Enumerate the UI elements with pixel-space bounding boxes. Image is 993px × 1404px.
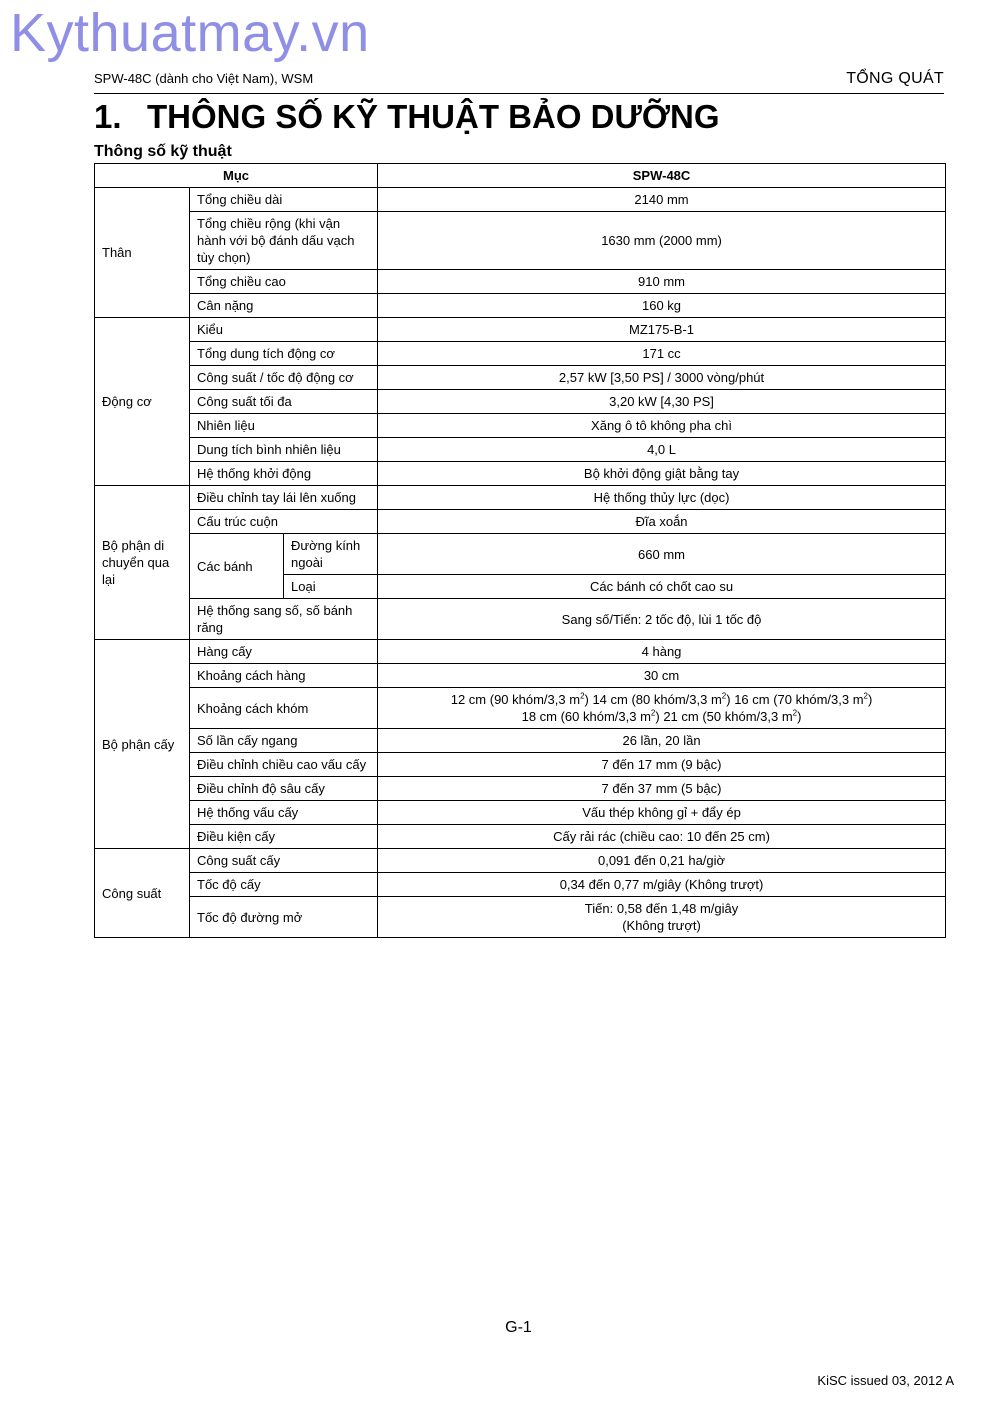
table-row [95, 753, 946, 777]
row-value: Bộ khởi động giật bằng tay [378, 462, 946, 486]
table-header-row [95, 164, 946, 188]
row-value: 160 kg [378, 294, 946, 318]
row-label: Dung tích bình nhiên liệu [190, 438, 378, 462]
row-label: Tổng chiều cao [190, 270, 378, 294]
row-label: Điều chỉnh độ sâu cấy [190, 777, 378, 801]
table-row [95, 390, 946, 414]
row-value: 910 mm [378, 270, 946, 294]
row-value [378, 897, 946, 938]
row-value-line: (Không trượt) [622, 918, 701, 933]
row-value: 12 cm (90 khóm/3,3 $m^2$) 14 cm (80 khóm/3,3 $m^2$) 16 cm (70 khóm/3,3 $m^2$) 18 cm (60 khóm/3,3 $m^2$) 21 cm (50 khóm/3,3 $m^2$) [378, 688, 946, 729]
row-label: Loại [284, 575, 378, 599]
table-row [95, 188, 946, 212]
group-label: Bộ phận cấy [95, 640, 190, 849]
table-row [95, 270, 946, 294]
table-row [95, 825, 946, 849]
row-label: Cân nặng [190, 294, 378, 318]
table-row [95, 664, 946, 688]
table-row [95, 438, 946, 462]
row-value: 4 hàng [378, 640, 946, 664]
row-value: Xăng ô tô không pha chì [378, 414, 946, 438]
row-label: Điều kiện cấy [190, 825, 378, 849]
subgroup-label: Các bánh [190, 534, 284, 599]
row-value: 3,20 kW [4,30 PS] [378, 390, 946, 414]
row-label: Nhiên liệu [190, 414, 378, 438]
row-value: Vấu thép không gỉ + đẩy ép [378, 801, 946, 825]
table-row [95, 873, 946, 897]
row-value: 2140 mm [378, 188, 946, 212]
table-row [95, 777, 946, 801]
table-row [95, 462, 946, 486]
page-title [94, 98, 720, 136]
title-text: THÔNG SỐ KỸ THUẬT BẢO DƯỠNG [147, 98, 720, 135]
row-value: 1630 mm (2000 mm) [378, 212, 946, 270]
row-value: 26 lần, 20 lần [378, 729, 946, 753]
table-row [95, 486, 946, 510]
table-row [95, 318, 946, 342]
row-label: Hàng cấy [190, 640, 378, 664]
row-value-line: Tiến: 0,58 đến 1,48 m/giây [584, 901, 739, 916]
row-label: Kiểu [190, 318, 378, 342]
table-row [95, 414, 946, 438]
row-value: 4,0 L [378, 438, 946, 462]
row-label: Đường kính ngoài [284, 534, 378, 575]
row-label: Công suất / tốc độ động cơ [190, 366, 378, 390]
row-label: Tốc độ cấy [190, 873, 378, 897]
group-label: Công suất [95, 849, 190, 938]
group-label: Động cơ [95, 318, 190, 486]
section-subtitle: Thông số kỹ thuật [94, 143, 232, 160]
group-label: Thân [95, 188, 190, 318]
table-row [95, 294, 946, 318]
row-value: Đĩa xoắn [378, 510, 946, 534]
row-value: 2,57 kW [3,50 PS] / 3000 vòng/phút [378, 366, 946, 390]
header-divider [94, 93, 944, 94]
row-label: Tổng chiều dài [190, 188, 378, 212]
table-row [95, 366, 946, 390]
row-value: 660 mm [378, 534, 946, 575]
table-row [95, 534, 946, 575]
table-row [95, 729, 946, 753]
row-label: Số lần cấy ngang [190, 729, 378, 753]
row-value: 171 cc [378, 342, 946, 366]
header-model: SPW-48C [378, 164, 946, 188]
table-row [95, 212, 946, 270]
row-label: Cấu trúc cuộn [190, 510, 378, 534]
row-label: Điều chỉnh tay lái lên xuống [190, 486, 378, 510]
row-value: 7 đến 17 mm (9 bậc) [378, 753, 946, 777]
table-row [95, 849, 946, 873]
header-item: Mục [95, 164, 378, 188]
spec-table [94, 163, 946, 938]
row-value: Hệ thống thủy lực (dọc) [378, 486, 946, 510]
row-label: Khoảng cách khóm [190, 688, 378, 729]
table-row [95, 897, 946, 938]
row-label: Khoảng cách hàng [190, 664, 378, 688]
row-value: 0,091 đến 0,21 ha/giờ [378, 849, 946, 873]
header-section-name: TỔNG QUÁT [846, 70, 944, 87]
group-label: Bộ phận di chuyển qua lại [95, 486, 190, 640]
row-label: Tổng dung tích động cơ [190, 342, 378, 366]
table-row [95, 801, 946, 825]
row-label: Tốc độ đường mở [190, 897, 378, 938]
row-value: Các bánh có chốt cao su [378, 575, 946, 599]
row-value: Sang số/Tiến: 2 tốc độ, lùi 1 tốc độ [378, 599, 946, 640]
row-label: Tổng chiều rộng (khi vận hành với bộ đánh dấu vạch tùy chọn) [190, 212, 378, 270]
page-number: G-1 [505, 1319, 532, 1336]
row-value: Cấy rải rác (chiều cao: 10 đến 25 cm) [378, 825, 946, 849]
row-label: Điều chỉnh chiều cao vấu cấy [190, 753, 378, 777]
row-label: Hệ thống sang số, số bánh răng [190, 599, 378, 640]
row-label: Hệ thống vấu cấy [190, 801, 378, 825]
row-value: 7 đến 37 mm (5 bậc) [378, 777, 946, 801]
row-label: Công suất cấy [190, 849, 378, 873]
row-value: MZ175-B-1 [378, 318, 946, 342]
header-document-name: SPW-48C (dành cho Việt Nam), WSM [94, 71, 314, 86]
table-row [95, 342, 946, 366]
table-row [95, 599, 946, 640]
table-row [95, 640, 946, 664]
row-label: Hệ thống khởi động [190, 462, 378, 486]
row-value: 30 cm [378, 664, 946, 688]
issue-note: KiSC issued 03, 2012 A [817, 1373, 954, 1388]
row-label: Công suất tối đa [190, 390, 378, 414]
title-number: 1. [94, 98, 122, 135]
table-row [95, 510, 946, 534]
watermark-logo: Kythuatmay.vn [10, 3, 370, 63]
row-value: 0,34 đến 0,77 m/giây (Không trượt) [378, 873, 946, 897]
table-row [95, 688, 946, 729]
